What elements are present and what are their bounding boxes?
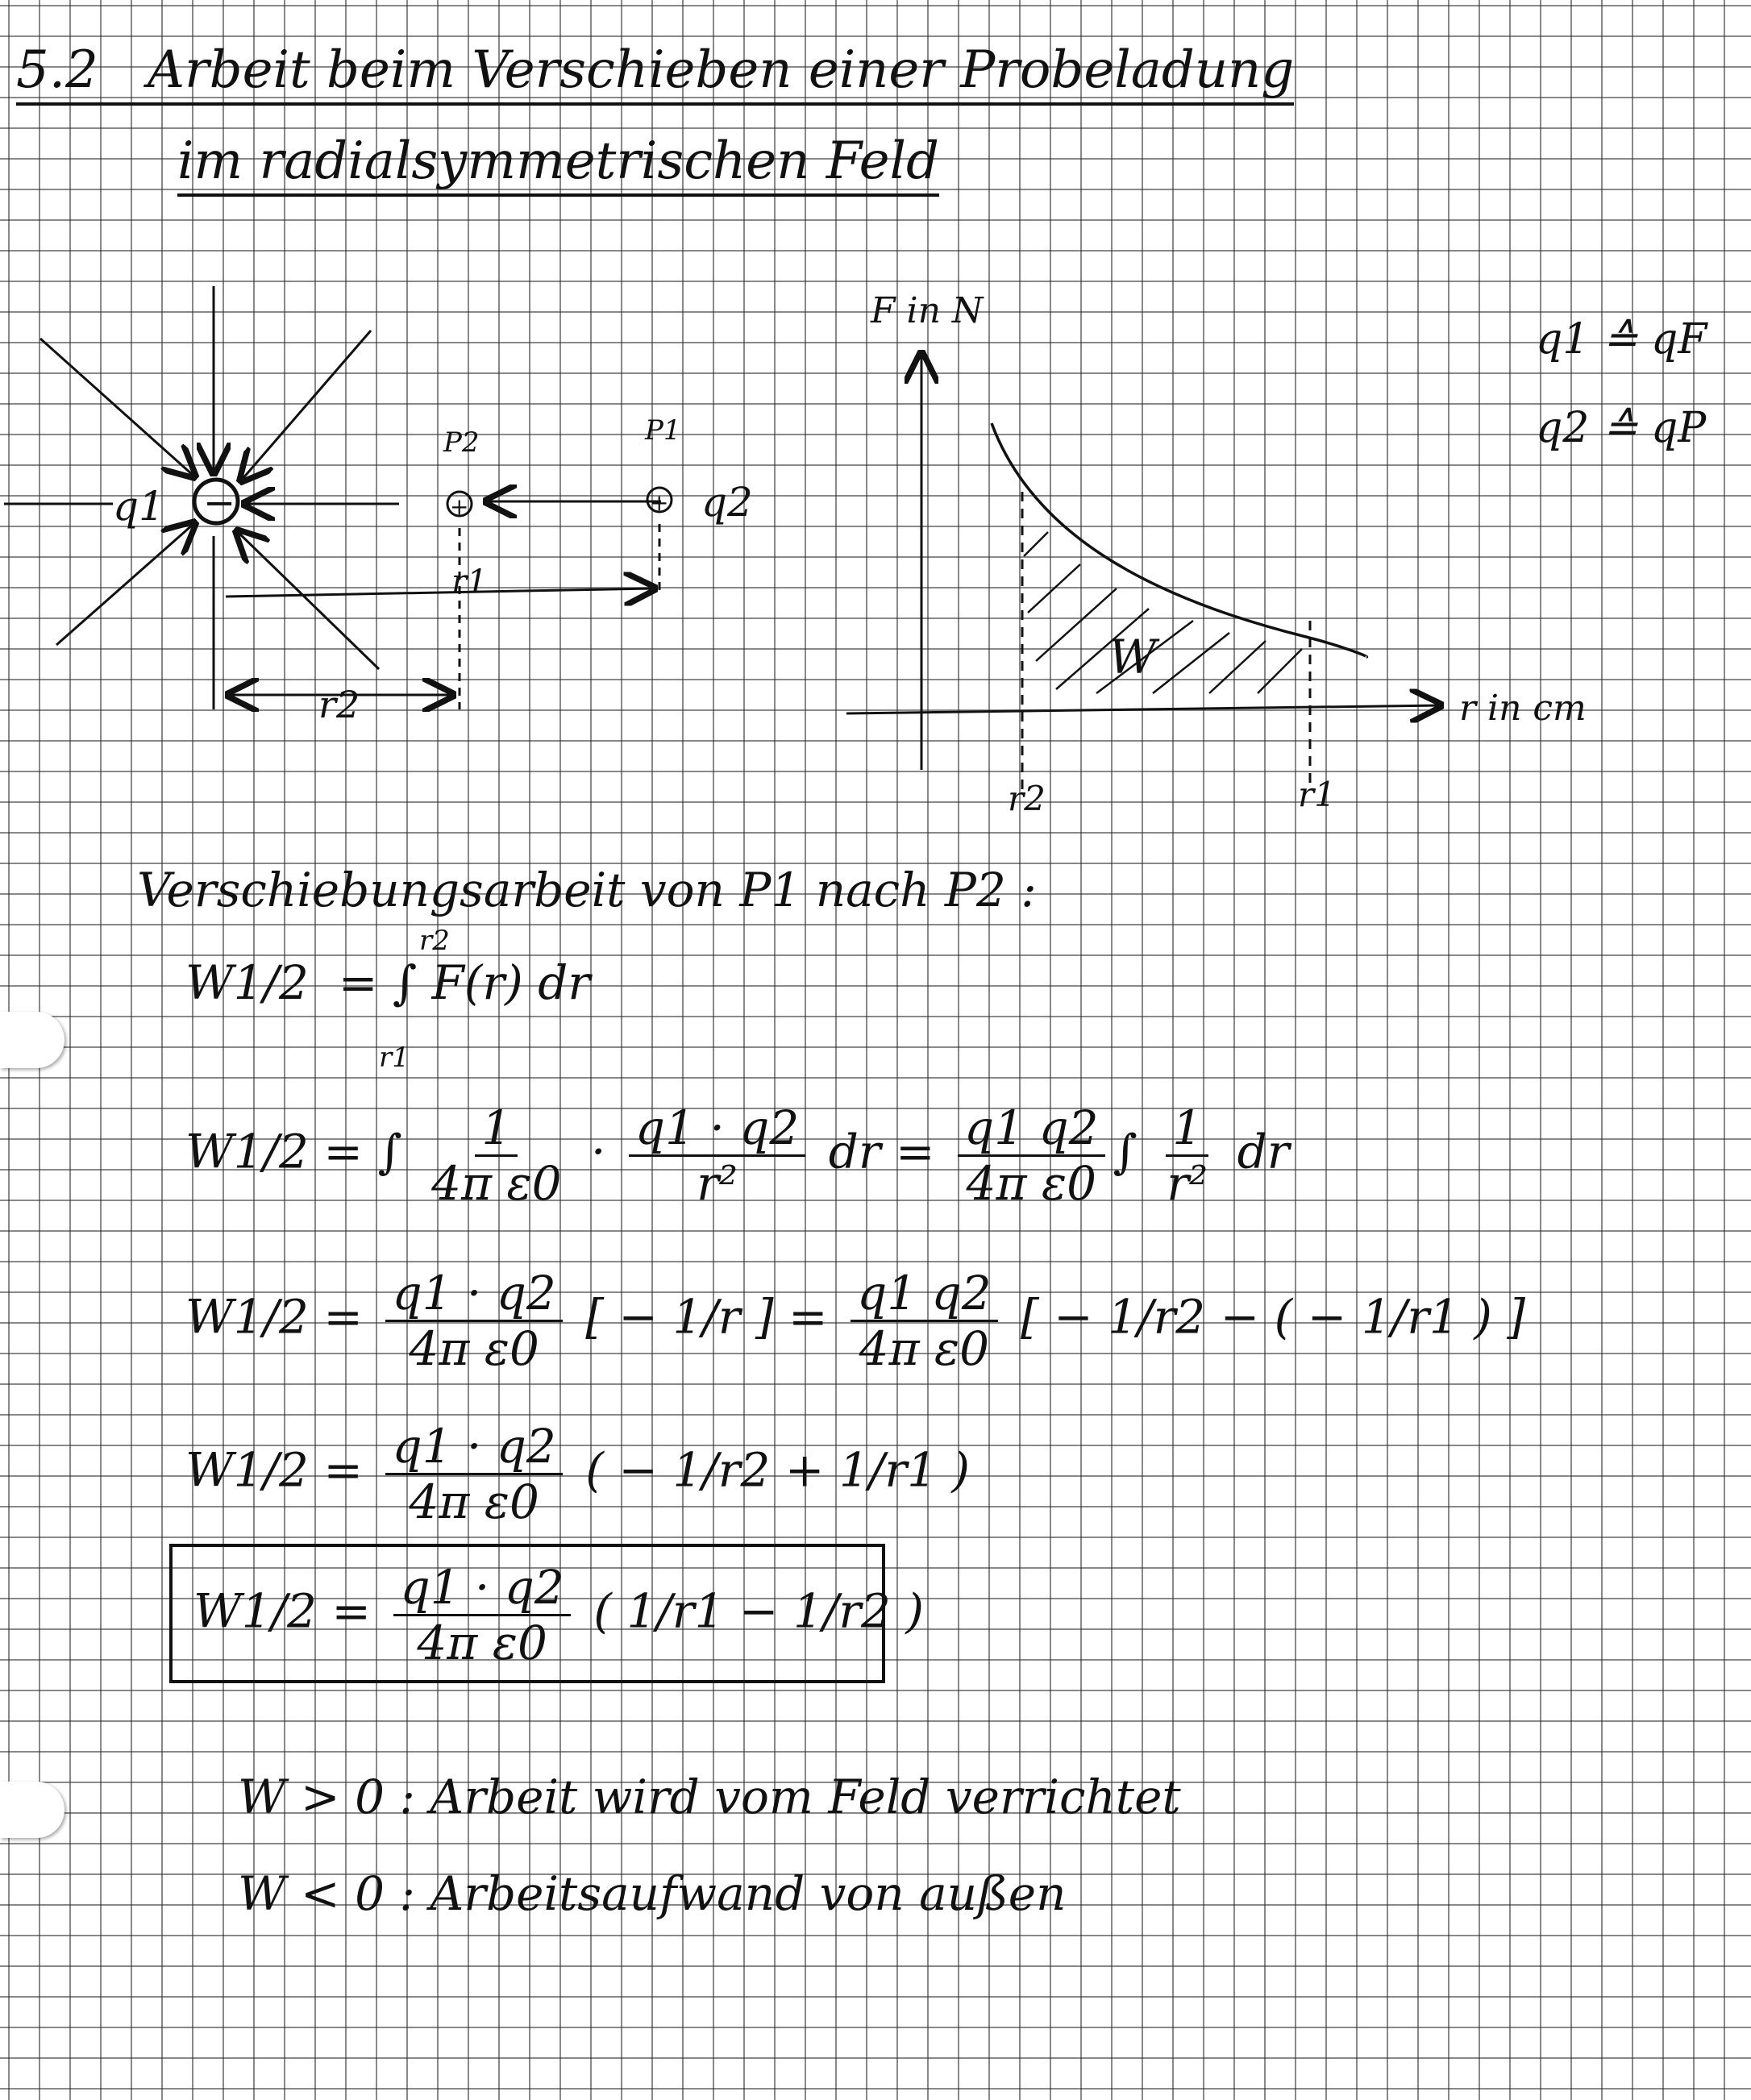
x-axis-label: r in cm [1459, 688, 1587, 729]
eq1-rhs: = ∫ F(r) dr [338, 955, 591, 1010]
force-graph [846, 290, 1587, 818]
p2-sign: + [450, 493, 469, 520]
eq4-lhs: W1/2 [185, 1442, 309, 1498]
eq2-frac-2: $\frac{q1 \cdot q2}{\text{r²}}$ [629, 1104, 805, 1207]
equation-2: W1/2 = ∫ $\frac{1}{\text{4π ε0}}$ · $\frac{q1 \cdot q2}{\text{r²}}$ dr = $\frac{q1 q2}{\text{4π ε0}}$ ∫ $\frac{1}{\text{r²}}$ dr [185, 1100, 1290, 1211]
field-lines [4, 286, 661, 709]
side-note-2: q2 ≙ qP [1536, 404, 1707, 452]
derivation-intro: Verschiebungsarbeit von P1 nach P2 : [137, 863, 1037, 917]
tick-r1: r1 [1298, 775, 1336, 814]
section-number: 5.2 [16, 40, 98, 100]
equation-1 [185, 955, 591, 1010]
binder-hole-top [0, 1012, 64, 1068]
area-label: W [1108, 630, 1157, 684]
r1-label: r1 [451, 563, 488, 601]
area-hatching [1024, 532, 1302, 693]
eq3-frac-2: $\frac{q1 q2}{\text{4π ε0}}$ [851, 1270, 998, 1372]
q2-label: q2 [701, 479, 753, 526]
eq3-lhs: W1/2 [185, 1289, 309, 1345]
p1-label: P1 [645, 414, 681, 447]
eq1-lower-limit: r1 [379, 1042, 410, 1074]
conclusion-positive: W > 0 : Arbeit wird vom Feld verrichtet [238, 1769, 1181, 1824]
eq1-upper-limit: r2 [419, 925, 450, 957]
eq2-dr: dr [828, 1124, 881, 1179]
eq4-frac: $\frac{q1 \cdot q2}{\text{4π ε0}}$ [385, 1423, 562, 1525]
eq5-frac: $\frac{q1 \cdot q2}{\text{4π ε0}}$ [393, 1564, 570, 1666]
eq2-lhs: W1/2 [185, 1124, 309, 1179]
p1-sign: + [650, 489, 669, 516]
eq3-bracket: [ − 1/r ] [585, 1289, 774, 1345]
conclusion-negative: W < 0 : Arbeitsaufwand von außen [238, 1866, 1067, 1921]
tick-r2: r2 [1008, 779, 1046, 818]
title-line-1: Arbeit beim Verschieben einer Probeladung [147, 40, 1295, 100]
q1-label: q1 [113, 483, 164, 530]
y-axis-label: F in N [871, 290, 984, 331]
equation-5-result: W1/2 = $\frac{q1 \cdot q2}{\text{4π ε0}}$ ( 1/r1 − 1/r2 ) [193, 1560, 925, 1670]
eq5-paren: ( 1/r1 − 1/r2 ) [593, 1583, 925, 1639]
eq3-frac-1: $\frac{q1 \cdot q2}{\text{4π ε0}}$ [385, 1270, 562, 1372]
side-note-1: q1 ≙ qF [1536, 315, 1707, 364]
equation-3: W1/2 = $\frac{q1 \cdot q2}{\text{4π ε0}}$ [ − 1/r ] = $\frac{q1 q2}{\text{4π ε0}}$ [ − 1/r2 − ( − 1/r1 ) ] [185, 1266, 1525, 1376]
eq4-paren: ( − 1/r2 + 1/r1 ) [585, 1442, 971, 1498]
eq2-frac-1: $\frac{1}{\text{4π ε0}}$ [431, 1100, 562, 1211]
eq3-rhs-bracket: [ − 1/r2 − ( − 1/r1 ) ] [1021, 1289, 1525, 1345]
eq5-lhs: W1/2 [193, 1583, 317, 1639]
eq2-frac-4: $\frac{1}{\text{r²}}$ [1167, 1100, 1208, 1211]
r2-label: r2 [318, 683, 360, 726]
equation-4: W1/2 = $\frac{q1 \cdot q2}{\text{4π ε0}}$ ( − 1/r2 + 1/r1 ) [185, 1419, 971, 1529]
eq2-frac-3: $\frac{q1 q2}{\text{4π ε0}}$ [958, 1104, 1105, 1207]
title-line-2: im radialsymmetrischen Feld [177, 135, 939, 197]
p2-label: P2 [443, 426, 480, 459]
eq1-lhs: W1/2 [185, 955, 309, 1010]
binder-hole-bottom [0, 1782, 64, 1838]
q1-sign: − [203, 480, 236, 526]
